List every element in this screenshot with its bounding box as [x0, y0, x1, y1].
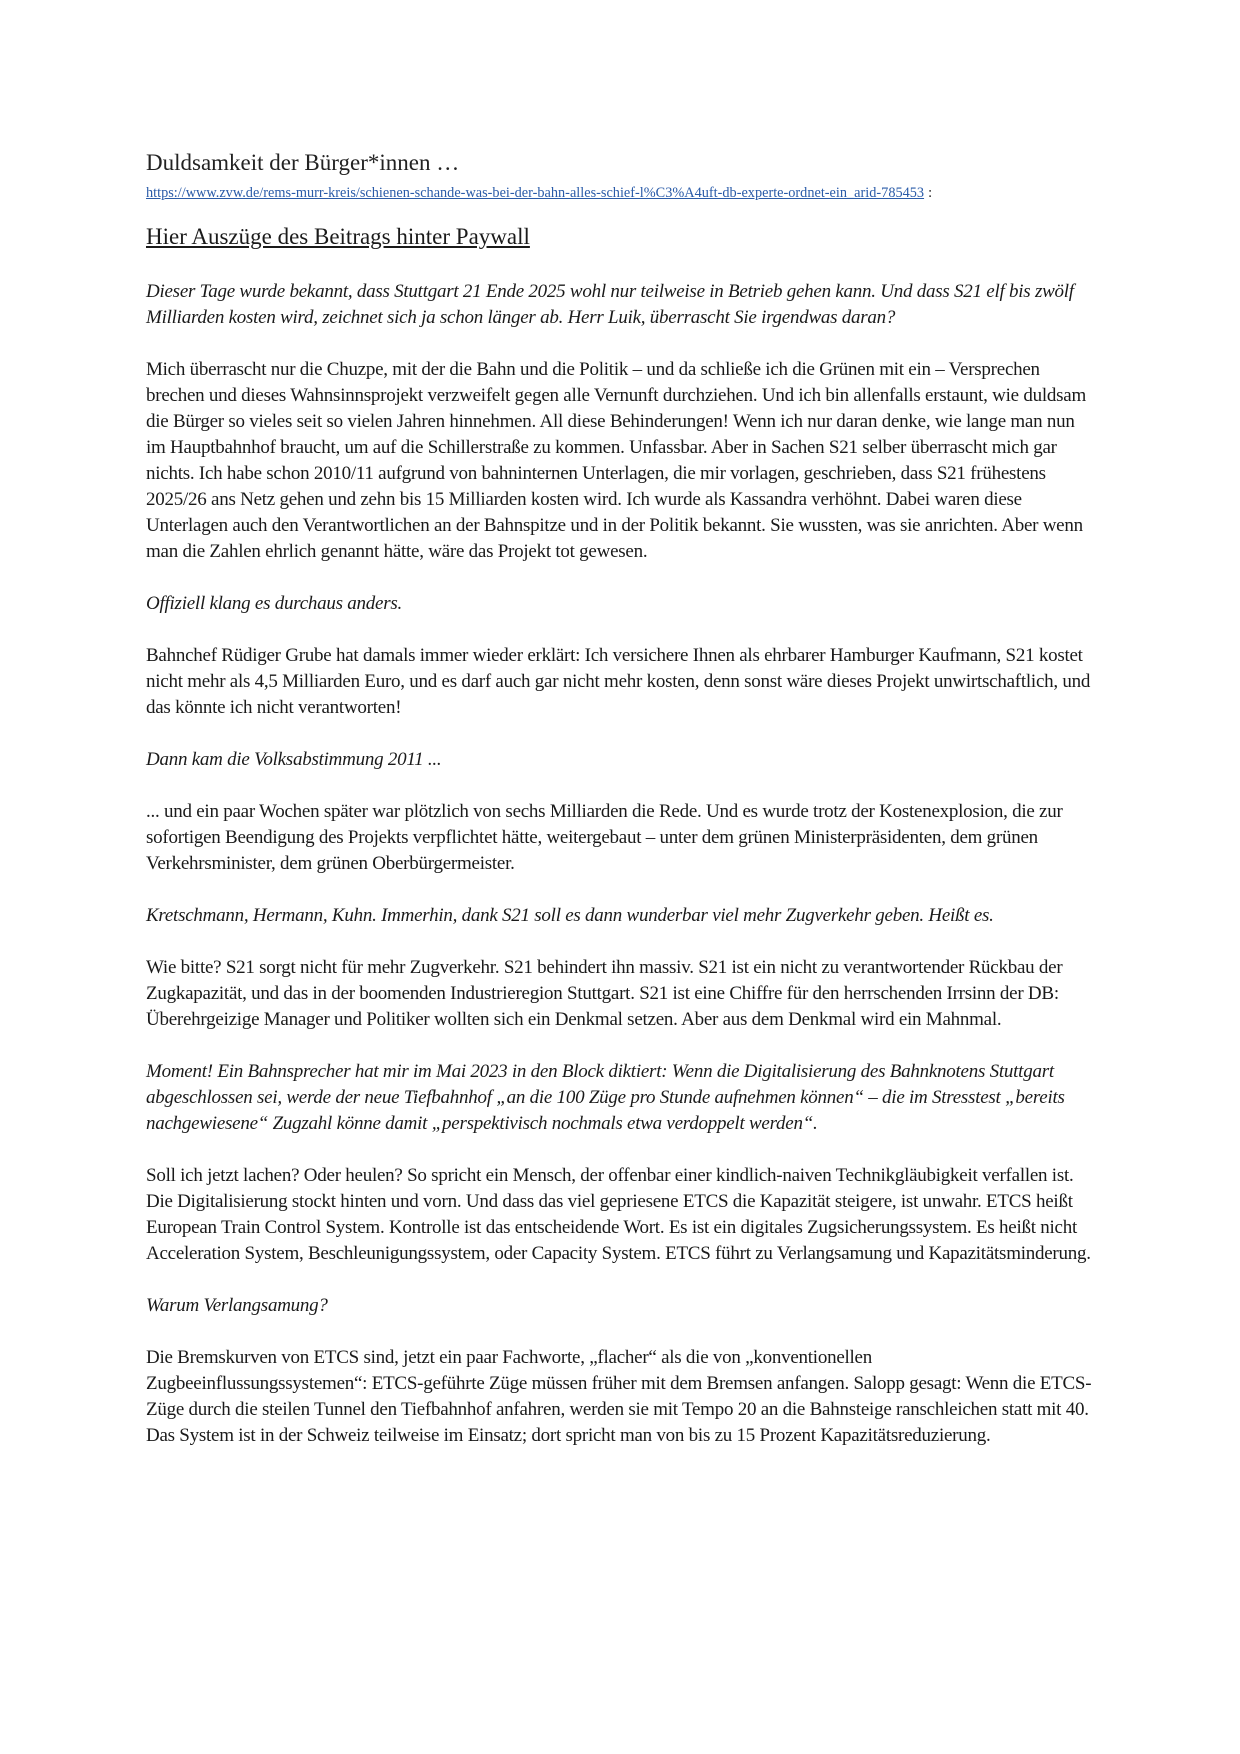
source-link[interactable]: https://www.zvw.de/rems-murr-kreis/schienen-schande-was-bei-der-bahn-alles-schief-l%C3%A4uft-db-experte-ordnet-ein_arid-785453 [146, 185, 925, 201]
paragraph-question: Moment! Ein Bahnsprecher hat mir im Mai 2023 in den Block diktiert: Wenn die Digitalisierung des Bahnknotens Stuttgart abgeschlossen sei, werde der neue Tiefbahnhof „an die 100 Züge pro Stunde aufnehmen können“ – die im Stresstest „bereits nachgewiesene“ Zugzahl könne damit „perspektivisch nochmals etwa verdoppelt werden“. [146, 1061, 1065, 1134]
paragraph-question: Warum Verlangsamung? [146, 1295, 328, 1316]
source-link-line [146, 183, 932, 203]
paragraph-answer: Die Bremskurven von ETCS sind, jetzt ein paar Fachworte, „flacher“ als die von „konventionellen Zugbeeinflussungssystemen“: ETCS-geführte Züge müssen früher mit dem Bremsen anfangen. Salopp gesagt: Wenn die ETCS-Züge durch die steilen Tunnel den Tiefbahnhof anfahren, werden sie mit Tempo 20 an die Bahnsteige ranschleichen statt mit 40. Das System ist in der Schweiz teilweise im Einsatz; dort spricht man von bis zu 15 Prozent Kapazitätsreduzierung. [146, 1347, 1092, 1446]
subheading: Hier Auszüge des Beitrags hinter Paywall [146, 224, 530, 249]
paragraph-question: Dann kam die Volksabstimmung 2011 ... [146, 749, 442, 770]
paragraph-answer: Bahnchef Rüdiger Grube hat damals immer wieder erklärt: Ich versichere Ihnen als ehrbarer Hamburger Kaufmann, S21 kostet nicht mehr als 4,5 Milliarden Euro, und es darf auch gar nicht mehr kosten, denn sonst wäre dieses Projekt unwirtschaftlich, und das könnte ich nicht verantworten! [146, 645, 1091, 718]
paragraph-question: Offiziell klang es durchaus anders. [146, 593, 402, 614]
paragraph-answer: Wie bitte? S21 sorgt nicht für mehr Zugverkehr. S21 behindert ihn massiv. S21 ist ein nicht zu verantwortender Rückbau der Zugkapazität, und das in der boomenden Industrieregion Stuttgart. S21 ist eine Chiffre für den herrschenden Irrsinn der DB: Überehrgeizige Manager und Politiker wollten sich ein Denkmal setzen. Aber aus dem Denkmal wird ein Mahnmal. [146, 957, 1063, 1030]
paragraph-question: Kretschmann, Hermann, Kuhn. Immerhin, dank S21 soll es dann wunderbar viel mehr Zugverkehr geben. Heißt es. [146, 905, 994, 926]
paragraph-answer: Mich überrascht nur die Chuzpe, mit der die Bahn und die Politik – und da schließe ich die Grünen mit ein – Versprechen brechen und dieses Wahnsinnsprojekt verzweifelt gegen alle Vernunft durchziehen. Und ich bin allenfalls erstaunt, wie duldsam die Bürger so vieles seit so vielen Jahren hinnehmen. All diese Behinderungen! Wenn ich nur daran denke, wie lange man nun im Hauptbahnhof braucht, um auf die Schillerstraße zu kommen. Unfassbar. Aber in Sachen S21 selber überrascht mich gar nichts. Ich habe schon 2010/11 aufgrund von bahninternen Unterlagen, die mir vorlagen, geschrieben, dass S21 frühestens 2025/26 ans Netz gehen und zehn bis 15 Milliarden kosten wird. Ich wurde als Kassandra verhöhnt. Dabei waren diese Unterlagen auch den Verantwortlichen an der Bahnspitze und in der Politik bekannt. Sie wussten, was sie anrichten. Aber wenn man die Zahlen ehrlich genannt hätte, wäre das Projekt tot gewesen. [146, 359, 1086, 562]
article-body [146, 279, 1096, 1475]
paragraph-answer: Soll ich jetzt lachen? Oder heulen? So spricht ein Mensch, der offenbar einer kindlich-naiven Technikgläubigkeit verfallen ist. Die Digitalisierung stockt hinten und vorn. Und dass das viel gepriesene ETCS die Kapazität steigere, ist unwahr. ETCS heißt European Train Control System. Kontrolle ist das entscheidende Wort. Es ist ein digitales Zugsicherungssystem. Es heißt nicht Acceleration System, Beschleunigungssystem, oder Capacity System. ETCS führt zu Verlangsamung und Kapazitätsminderung. [146, 1165, 1091, 1264]
paragraph-question: Dieser Tage wurde bekannt, dass Stuttgart 21 Ende 2025 wohl nur teilweise in Betrieb gehen kann. Und dass S21 elf bis zwölf Milliarden kosten wird, zeichnet sich ja schon länger ab. Herr Luik, überrascht Sie irgendwas daran? [146, 281, 1074, 328]
paragraph-answer: ... und ein paar Wochen später war plötzlich von sechs Milliarden die Rede. Und es wurde trotz der Kostenexplosion, die zur sofortigen Beendigung des Projekts verpflichtet hätte, weitergebaut – unter dem grünen Ministerpräsidenten, dem grünen Verkehrsminister, dem grünen Oberbürgermeister. [146, 801, 1063, 874]
link-colon: : [928, 185, 933, 201]
document-title: Duldsamkeit der Bürger*innen … [146, 150, 460, 175]
